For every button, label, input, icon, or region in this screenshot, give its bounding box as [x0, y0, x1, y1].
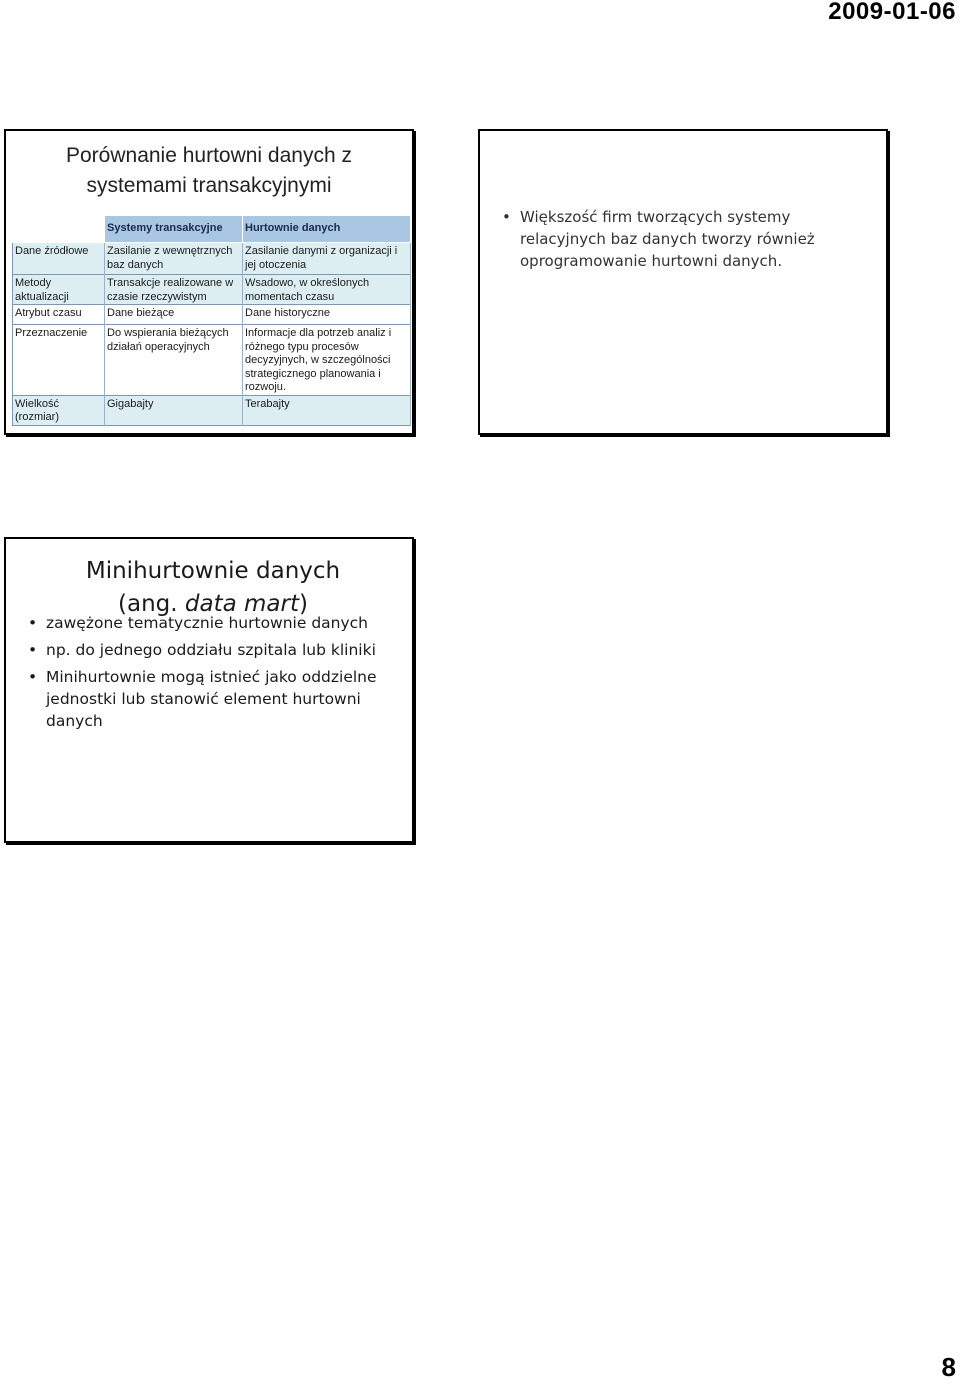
- table-header-row: [13, 216, 411, 243]
- table-cell: Dane źródłowe: [13, 243, 105, 275]
- bullet-list: [24, 612, 404, 737]
- slide-title-line-1: Porównanie hurtowni danych z: [65, 144, 352, 167]
- list-item: • Większość firm tworzących systemy relacyjnych baz danych tworzy również oprogramowanie hurtowni danych.: [498, 206, 878, 272]
- table-cell: Terabajty: [243, 395, 411, 425]
- table-cell: Metody aktualizacji: [13, 275, 105, 305]
- table-cell: Wsadowo, w określonych momentach czasu: [243, 275, 411, 305]
- comparison-table: [12, 215, 411, 426]
- list-item: • zawężone tematycznie hurtownie danych: [24, 612, 404, 634]
- slide-title: [6, 141, 412, 201]
- list-item: • np. do jednego oddziału szpitala lub kliniki: [24, 639, 404, 661]
- table-cell: Dane historyczne: [243, 305, 411, 325]
- table-cell: Informacje dla potrzeb analiz i różnego typu procesów decyzyjnych, w szczególności strategicznego planowania i rozwoju.: [243, 325, 411, 396]
- table-cell: Do wspierania bieżących działań operacyjnych: [105, 325, 243, 396]
- slide-vendors: [478, 129, 888, 435]
- table-row: [13, 395, 411, 425]
- page-number: 8: [941, 1352, 956, 1382]
- table-cell: Atrybut czasu: [13, 305, 105, 325]
- table-header-cell: [13, 216, 105, 243]
- table-cell: Zasilanie z wewnętrznych baz danych: [105, 243, 243, 275]
- table-cell: Gigabajty: [105, 395, 243, 425]
- table-header-cell: Systemy transakcyjne: [105, 216, 243, 243]
- slide-title-line-2: systemami transakcyjnymi: [86, 174, 332, 197]
- table-cell: Wielkość (rozmiar): [13, 395, 105, 425]
- table-cell: Zasilanie danymi z organizacji i jej otoczenia: [243, 243, 411, 275]
- table-row: [13, 325, 411, 396]
- slide-data-marts: [4, 537, 414, 843]
- table-row: [13, 275, 411, 305]
- table-row: [13, 305, 411, 325]
- slide-comparison: [4, 129, 414, 435]
- table-row: [13, 243, 411, 275]
- slide-title-line-1: Minihurtownie danych: [85, 558, 341, 584]
- table-cell: Dane bieżące: [105, 305, 243, 325]
- title-prefix: (ang.: [118, 591, 185, 617]
- list-item: • Minihurtownie mogą istnieć jako oddzielne jednostki lub stanowić element hurtowni danych: [24, 666, 404, 732]
- bullet-list: [498, 206, 878, 272]
- title-italic-term: data mart: [184, 591, 299, 617]
- title-suffix: ): [298, 591, 308, 617]
- document-date: 2009-01-06: [828, 0, 956, 25]
- table-header-cell: Hurtownie danych: [243, 216, 411, 243]
- table-cell: Przeznaczenie: [13, 325, 105, 396]
- table-cell: Transakcje realizowane w czasie rzeczywistym: [105, 275, 243, 305]
